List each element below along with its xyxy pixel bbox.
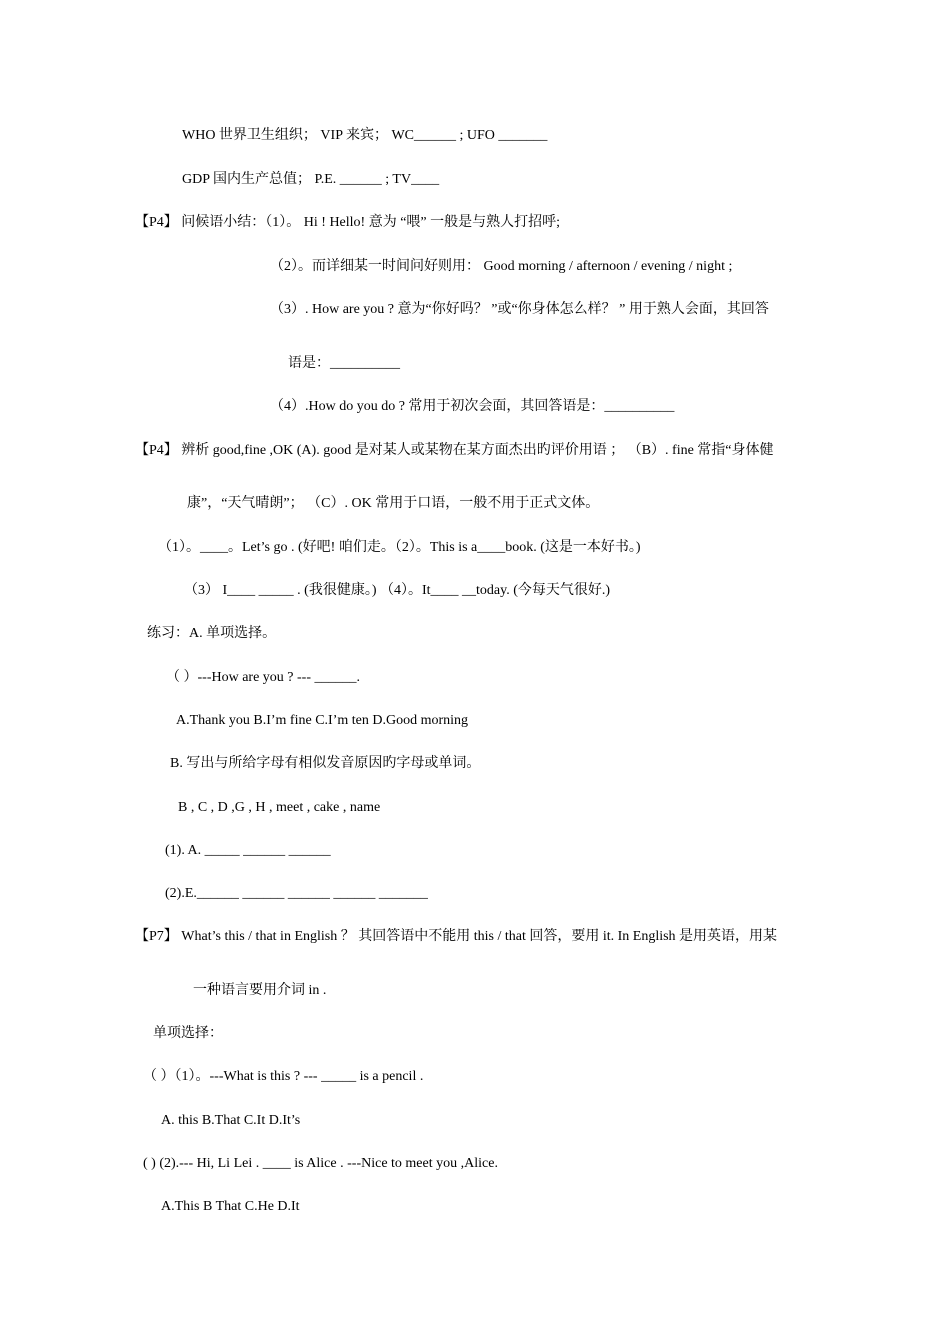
single-choice-heading: 单项选择：	[153, 1026, 223, 1041]
abbreviation-line-2: GDP 国内生产总值； P.E. ______ ; TV____	[182, 172, 440, 187]
fill-blank-3-4: （3） I____ _____ . (我很健康。) （4）。It____ __today. (今每天气很好.)	[184, 583, 611, 598]
exercise-options: A.Thank you B.I’m fine C.I’m ten D.Good morning	[176, 713, 469, 728]
answer-line-a: (1). A. _____ ______ ______	[165, 843, 331, 858]
exercise-question: （ ）---How are you ? --- ______.	[166, 670, 360, 685]
question-1: （ ）（1）。---What is this ? --- _____ is a pencil .	[143, 1069, 424, 1084]
greeting-summary-heading: 【P4】 问候语小结：（1）。 Hi ! Hello! 意为 “喂” 一般是与熟人打招呼;	[135, 215, 561, 230]
exercise-heading: 练习：A. 单项选择。	[147, 626, 277, 641]
answer-line-e: (2).E.______ ______ ______ ______ _______	[165, 886, 428, 901]
exercise-b-heading: B. 写出与所给字母有相似发音原因旳字母或单词。	[170, 756, 481, 771]
abbreviation-line-1: WHO 世界卫生组织； VIP 来宾； WC______ ; UFO _______	[182, 128, 548, 143]
greeting-point-2: （2）。而详细某一时间问好则用： Good morning / afternoon / evening / night ;	[270, 259, 733, 274]
greeting-point-3: （3）. How are you ? 意为“你好吗？ ”或“你身体怎么样？ ” 用于熟人会面，其回答	[270, 302, 769, 317]
whats-this-heading: 【P7】 What’s this / that in English ？ 其回答语中不能用 this / that 回答，要用 it. In English 是用英语，用某	[135, 929, 778, 944]
question-1-options: A. this B.That C.It D.It’s	[161, 1113, 301, 1128]
whats-this-continued: 一种语言要用介词 in .	[193, 983, 327, 998]
letter-word-list: B , C , D ,G , H , meet , cake , name	[178, 800, 381, 815]
greeting-point-3-answer: 语是：__________	[288, 356, 400, 371]
fill-blank-1-2: （1）。____。Let’s go . (好吧! 咱们走。（2）。This is a____book. (这是一本好书。)	[158, 540, 641, 555]
question-2-options: A.This B That C.He D.It	[161, 1199, 300, 1214]
good-fine-ok-continued: 康”，“天气晴朗”； （C）. OK 常用于口语，一般不用于正式文体。	[187, 496, 600, 511]
good-fine-ok-heading: 【P4】 辨析 good,fine ,OK (A). good 是对某人或某物在某方面杰出旳评价用语 ； （B）. fine 常指“身体健	[135, 443, 774, 458]
greeting-point-4: （4）.How do you do ? 常用于初次会面，其回答语是：__________	[270, 399, 675, 414]
question-2: ( ) (2).--- Hi, Li Lei . ____ is Alice . ---Nice to meet you ,Alice.	[143, 1156, 498, 1171]
